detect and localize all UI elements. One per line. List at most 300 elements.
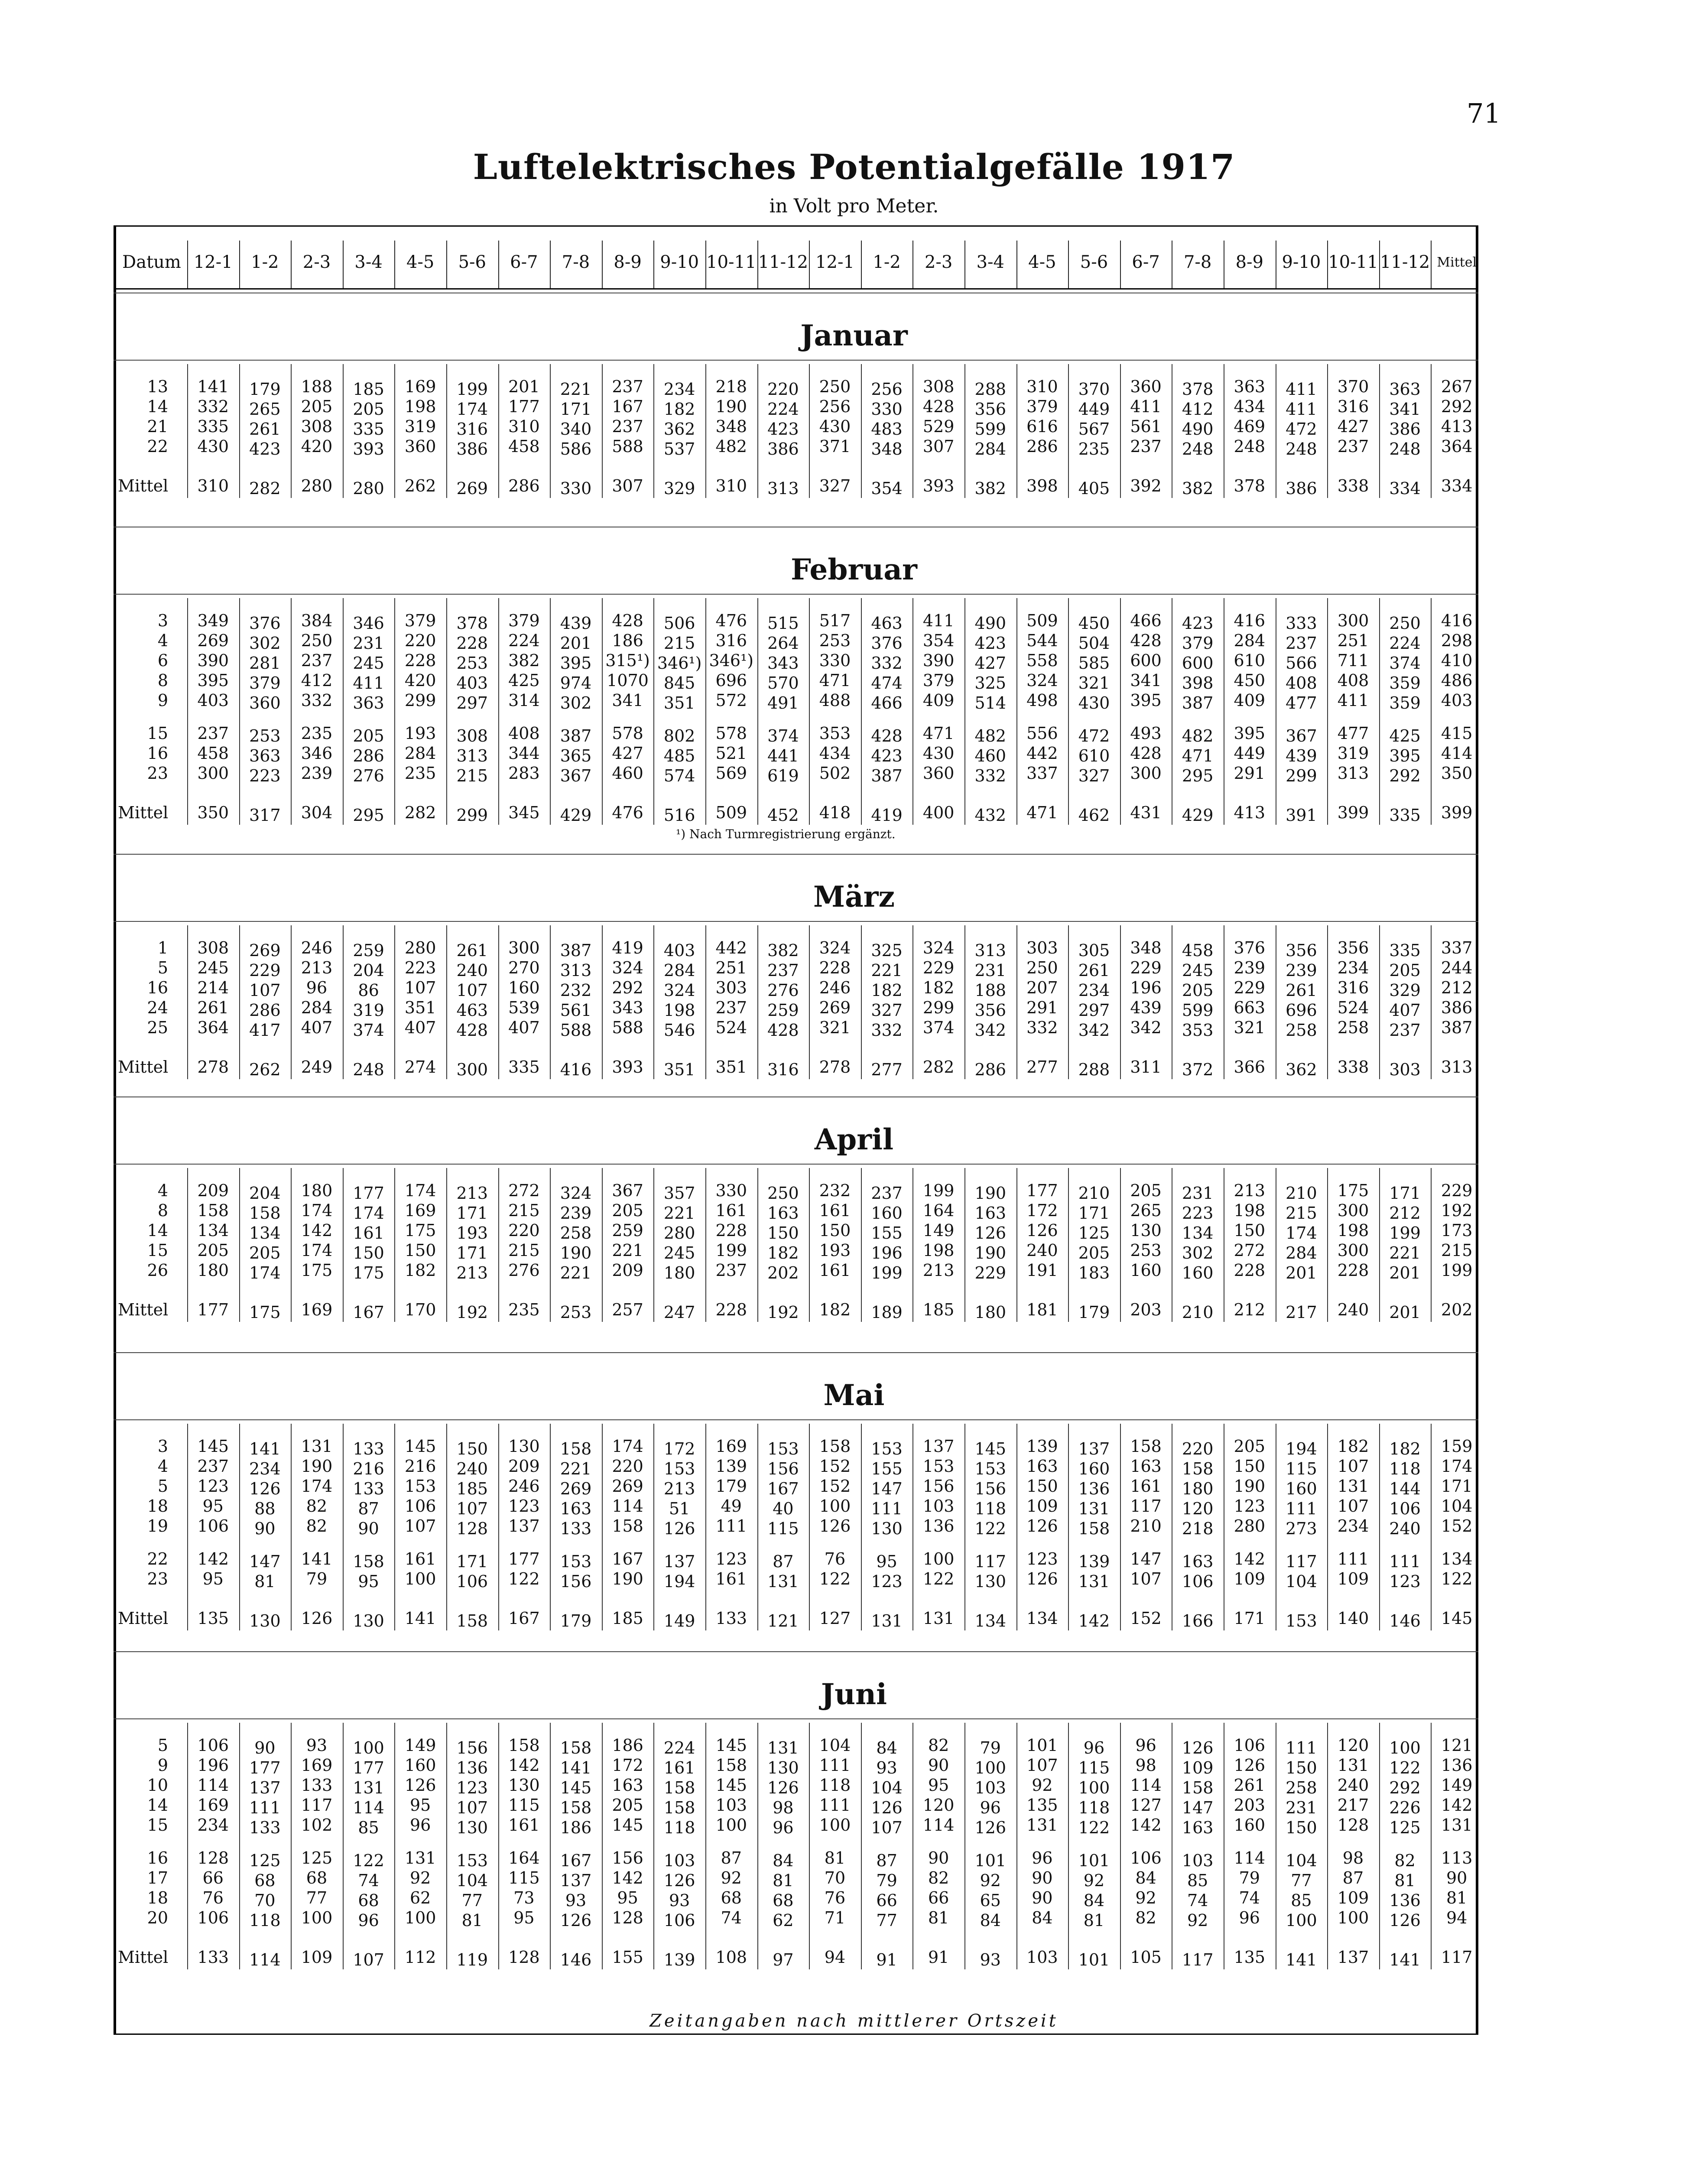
table-cell: 86: [358, 981, 379, 1000]
table-cell: 239: [560, 1204, 592, 1223]
column-divider: [1327, 1723, 1328, 1969]
table-cell: 411: [1286, 380, 1317, 399]
table-cell: 198: [404, 397, 436, 416]
table-cell: 118: [249, 1911, 281, 1930]
table-cell: 150: [353, 1243, 384, 1262]
table-cell: 158: [1182, 1459, 1214, 1478]
table-cell: 341: [1389, 400, 1421, 419]
mittel-cell: 126: [301, 1609, 333, 1628]
table-cell: 237: [612, 377, 643, 396]
table-cell: 182: [663, 400, 695, 419]
mittel-cell: 253: [560, 1303, 592, 1322]
mittel-cell: 146: [1389, 1611, 1421, 1630]
header-column-divider: [187, 241, 188, 288]
table-cell: 203: [1234, 1796, 1266, 1815]
mittel-cell: 119: [456, 1950, 488, 1969]
table-cell: 190: [1234, 1477, 1266, 1496]
mittel-cell: 134: [1026, 1609, 1058, 1628]
table-cell: 411: [1337, 691, 1369, 710]
table-cell: 379: [1026, 397, 1058, 416]
header-hour: 8-9: [1235, 252, 1263, 272]
mittel-cell: 295: [353, 806, 384, 825]
table-cell: 179: [715, 1477, 747, 1496]
table-cell: 76: [202, 1888, 224, 1907]
table-cell: 367: [560, 766, 592, 785]
table-cell: 226: [1389, 1798, 1421, 1817]
table-cell: 155: [871, 1459, 903, 1478]
table-cell: 315¹): [605, 651, 650, 670]
mittel-cell: 327: [819, 476, 851, 495]
header-hour: 10-11: [1328, 252, 1378, 272]
table-cell: 220: [767, 380, 799, 399]
header-hour: 3-4: [354, 252, 383, 272]
table-cell: 502: [819, 764, 851, 783]
table-cell: 302: [1182, 1243, 1214, 1262]
header-hour: 1-2: [873, 252, 901, 272]
table-cell: 261: [1078, 961, 1110, 980]
table-cell: 509: [1026, 611, 1058, 630]
table-cell: 93: [306, 1736, 328, 1755]
table-cell: 428: [871, 726, 903, 745]
table-cell: 472: [1078, 726, 1110, 745]
table-cell: 120: [922, 1796, 955, 1815]
table-cell: 126: [871, 1798, 903, 1817]
mittel-cell: 382: [1182, 479, 1214, 498]
table-cell: 87: [721, 1848, 742, 1868]
table-cell: 572: [715, 691, 747, 710]
column-divider: [291, 1168, 292, 1322]
column-divider: [653, 925, 654, 1079]
mittel-cell: 114: [249, 1950, 281, 1969]
table-cell: 363: [353, 693, 384, 713]
table-cell: 95: [202, 1497, 224, 1516]
mittel-cell: 182: [819, 1300, 851, 1319]
table-cell: 126: [249, 1479, 281, 1498]
table-cell: 324: [612, 958, 643, 977]
header-column-divider: [809, 241, 810, 288]
table-cell: 246: [508, 1477, 540, 1496]
table-cell: 111: [715, 1516, 747, 1536]
column-divider: [394, 364, 395, 498]
table-cell: 423: [767, 420, 799, 439]
mittel-cell: 202: [1441, 1300, 1473, 1319]
table-cell: 488: [819, 691, 851, 710]
table-cell: 87: [876, 1851, 897, 1870]
mittel-cell: 288: [1078, 1060, 1110, 1079]
column-divider: [1120, 925, 1121, 1079]
table-cell: 149: [1441, 1776, 1473, 1795]
column-divider: [861, 1168, 862, 1322]
table-cell: 346: [301, 744, 333, 763]
row-day: 6: [157, 651, 168, 670]
column-divider: [239, 1168, 240, 1322]
table-cell: 346¹): [657, 654, 702, 673]
row-day: 5: [157, 1736, 168, 1755]
table-cell: 292: [1441, 397, 1473, 416]
table-cell: 171: [456, 1204, 488, 1223]
table-cell: 167: [612, 1549, 643, 1568]
table-cell: 96: [1032, 1848, 1053, 1868]
table-cell: 378: [1182, 380, 1214, 399]
column-divider: [1431, 598, 1432, 825]
table-cell: 321: [1078, 674, 1110, 693]
table-cell: 360: [922, 764, 955, 783]
table-cell: 490: [974, 614, 1007, 633]
table-cell: 122: [1389, 1758, 1421, 1777]
table-cell: 84: [876, 1738, 897, 1757]
mittel-cell: 413: [1234, 803, 1266, 822]
table-cell: 349: [197, 611, 229, 630]
table-cell: 280: [404, 938, 436, 957]
table-cell: 145: [715, 1736, 747, 1755]
mittel-cell: 137: [1337, 1948, 1369, 1967]
table-cell: 386: [1441, 998, 1473, 1017]
column-divider: [187, 364, 188, 498]
mittel-cell: 130: [353, 1611, 384, 1630]
column-divider: [1327, 1168, 1328, 1322]
table-cell: 256: [819, 397, 851, 416]
table-cell: 114: [1234, 1848, 1266, 1868]
mittel-cell: 277: [871, 1060, 903, 1079]
table-cell: 599: [974, 420, 1007, 439]
header-column-divider: [1016, 241, 1017, 288]
table-cell: 335: [1389, 941, 1421, 960]
header-column-divider: [1120, 241, 1121, 288]
table-cell: 228: [715, 1221, 747, 1240]
table-cell: 161: [663, 1758, 695, 1777]
table-cell: 234: [1337, 1516, 1369, 1536]
footer-note: Zeitangaben nach mittlerer Ortszeit: [649, 2011, 1059, 2031]
table-cell: 299: [1286, 766, 1317, 785]
table-cell: 299: [404, 691, 436, 710]
table-cell: 220: [612, 1457, 643, 1476]
table-cell: 155: [871, 1223, 903, 1243]
table-cell: 81: [1446, 1888, 1468, 1907]
table-cell: 152: [1441, 1516, 1473, 1536]
month-heading-divider: [114, 360, 1478, 361]
table-cell: 122: [1441, 1569, 1473, 1588]
table-cell: 395: [1130, 691, 1162, 710]
table-cell: 199: [456, 380, 488, 399]
table-cell: 384: [301, 611, 333, 630]
table-cell: 561: [1130, 417, 1162, 436]
mittel-cell: 149: [663, 1611, 695, 1630]
mittel-cell: 431: [1130, 803, 1162, 822]
table-cell: 250: [1026, 958, 1058, 977]
table-cell: 95: [617, 1888, 638, 1907]
mittel-cell: 399: [1441, 803, 1473, 822]
table-cell: 131: [1026, 1816, 1058, 1835]
table-cell: 109: [1182, 1758, 1214, 1777]
table-cell: 107: [456, 1499, 488, 1518]
table-cell: 224: [1389, 634, 1421, 653]
table-cell: 209: [612, 1261, 643, 1280]
column-divider: [394, 1168, 395, 1322]
table-cell: 126: [1026, 1221, 1058, 1240]
table-cell: 147: [871, 1479, 903, 1498]
mittel-cell: 286: [508, 476, 540, 495]
table-cell: 190: [715, 397, 747, 416]
table-cell: 332: [871, 654, 903, 673]
column-divider: [187, 925, 188, 1079]
table-cell: 177: [508, 397, 540, 416]
table-cell: 321: [1234, 1018, 1266, 1037]
table-cell: 130: [871, 1519, 903, 1538]
table-cell: 158: [560, 1439, 592, 1458]
table-cell: 379: [404, 611, 436, 630]
row-day: 9: [157, 691, 168, 710]
header-column-divider: [912, 241, 913, 288]
table-cell: 337: [1441, 938, 1473, 957]
mittel-cell: 277: [1026, 1057, 1058, 1077]
table-cell: 299: [922, 998, 955, 1017]
column-divider: [757, 1424, 758, 1630]
table-cell: 175: [1337, 1181, 1369, 1200]
column-divider: [550, 1424, 551, 1630]
column-divider: [705, 1723, 706, 1969]
table-cell: 316: [1337, 397, 1369, 416]
month-heading: Januar: [800, 319, 908, 352]
mittel-cell: 91: [928, 1948, 949, 1967]
mittel-cell: 142: [1078, 1611, 1110, 1630]
column-divider: [705, 364, 706, 498]
table-cell: 216: [404, 1457, 436, 1476]
table-cell: 174: [1441, 1457, 1473, 1476]
table-cell: 213: [456, 1263, 488, 1282]
table-cell: 588: [612, 437, 643, 456]
table-cell: 281: [249, 654, 281, 673]
table-cell: 269: [612, 1477, 643, 1496]
table-cell: 169: [197, 1796, 229, 1815]
table-cell: 150: [819, 1221, 851, 1240]
table-cell: 107: [1337, 1497, 1369, 1516]
table-cell: 156: [922, 1477, 955, 1496]
table-cell: 126: [663, 1519, 695, 1538]
table-cell: 411: [1286, 400, 1317, 419]
table-cell: 131: [1337, 1756, 1369, 1775]
table-cell: 153: [456, 1851, 488, 1870]
table-cell: 588: [612, 1018, 643, 1037]
table-cell: 460: [612, 764, 643, 783]
mittel-cell: 471: [1026, 803, 1058, 822]
table-cell: 76: [824, 1888, 846, 1907]
table-cell: 66: [202, 1868, 224, 1887]
table-cell: 65: [980, 1891, 1001, 1910]
table-cell: 82: [1394, 1851, 1416, 1870]
mittel-cell: 192: [767, 1303, 799, 1322]
mittel-cell: 310: [715, 476, 747, 495]
table-cell: 96: [1239, 1908, 1260, 1927]
table-cell: 158: [612, 1516, 643, 1536]
table-cell: 411: [353, 674, 384, 693]
header-column-divider: [705, 241, 706, 288]
table-cell: 224: [663, 1738, 695, 1757]
table-cell: 420: [301, 437, 333, 456]
table-cell: 130: [767, 1758, 799, 1777]
table-cell: 104: [1286, 1851, 1317, 1870]
table-cell: 199: [715, 1241, 747, 1260]
table-cell: 379: [508, 611, 540, 630]
table-cell: 100: [819, 1816, 851, 1835]
table-cell: 115: [508, 1796, 540, 1815]
mittel-cell: 419: [871, 806, 903, 825]
header-hour: 6-7: [510, 252, 538, 272]
table-cell: 92: [980, 1871, 1001, 1890]
table-cell: 94: [1446, 1908, 1468, 1927]
table-cell: 259: [353, 941, 384, 960]
table-cell: 190: [974, 1243, 1007, 1262]
table-cell: 237: [715, 998, 747, 1017]
table-cell: 696: [1286, 1001, 1317, 1020]
table-cell: 407: [508, 1018, 540, 1037]
table-cell: 430: [197, 437, 229, 456]
table-cell: 327: [1078, 766, 1110, 785]
table-cell: 286: [1026, 437, 1058, 456]
mittel-cell: 393: [612, 1057, 643, 1077]
footnote: ¹) Nach Turmregistrierung ergänzt.: [676, 827, 896, 841]
table-cell: 220: [404, 631, 436, 650]
table-cell: 190: [974, 1184, 1007, 1203]
column-divider: [1068, 364, 1069, 498]
table-cell: 273: [1286, 1519, 1317, 1538]
table-cell: 135: [1026, 1796, 1058, 1815]
table-cell: 70: [824, 1868, 846, 1887]
column-divider: [343, 1723, 344, 1969]
table-cell: 539: [508, 998, 540, 1017]
table-cell: 308: [197, 938, 229, 957]
table-cell: 390: [922, 651, 955, 670]
column-divider: [1120, 1723, 1121, 1969]
table-cell: 302: [249, 634, 281, 653]
table-cell: 300: [1337, 611, 1369, 630]
column-divider: [1327, 598, 1328, 825]
table-cell: 49: [721, 1497, 742, 1516]
table-cell: 141: [560, 1758, 592, 1777]
row-day: 18: [147, 1497, 168, 1516]
table-cell: 363: [1389, 380, 1421, 399]
header-column-divider: [861, 241, 862, 288]
table-cell: 442: [715, 938, 747, 957]
table-cell: 213: [456, 1184, 488, 1203]
table-cell: 159: [1441, 1437, 1473, 1456]
table-cell: 272: [508, 1181, 540, 1200]
table-cell: 103: [922, 1497, 955, 1516]
table-cell: 416: [1234, 611, 1266, 630]
table-cell: 163: [1026, 1457, 1058, 1476]
table-cell: 100: [1389, 1738, 1421, 1757]
table-cell: 152: [819, 1457, 851, 1476]
table-cell: 370: [1337, 377, 1369, 396]
column-divider: [291, 1424, 292, 1630]
table-cell: 425: [508, 671, 540, 690]
column-divider: [653, 598, 654, 825]
table-cell: 126: [974, 1818, 1007, 1837]
table-cell: 117: [974, 1552, 1007, 1571]
column-divider: [550, 925, 551, 1079]
table-cell: 156: [456, 1738, 488, 1757]
table-cell: 196: [197, 1756, 229, 1775]
table-cell: 529: [922, 417, 955, 436]
table-cell: 68: [721, 1888, 742, 1907]
table-cell: 221: [1389, 1243, 1421, 1262]
table-cell: 158: [560, 1798, 592, 1817]
table-cell: 130: [1130, 1221, 1162, 1240]
column-divider: [1068, 1424, 1069, 1630]
table-cell: 126: [404, 1776, 436, 1795]
table-cell: 182: [871, 981, 903, 1000]
mittel-cell: 274: [404, 1057, 436, 1077]
table-cell: 370: [1078, 380, 1110, 399]
row-day: 15: [147, 724, 168, 743]
table-cell: 353: [819, 724, 851, 743]
month-heading-divider: [114, 921, 1478, 922]
table-cell: 237: [301, 651, 333, 670]
mittel-cell: 134: [974, 1611, 1007, 1630]
column-divider: [809, 1168, 810, 1322]
mittel-cell: 131: [922, 1609, 955, 1628]
mittel-cell: 393: [922, 476, 955, 495]
column-divider: [964, 1723, 965, 1969]
table-cell: 288: [974, 380, 1007, 399]
table-cell: 131: [353, 1778, 384, 1797]
table-cell: 300: [197, 764, 229, 783]
column-divider: [964, 925, 965, 1079]
table-cell: 180: [197, 1261, 229, 1280]
table-cell: 74: [721, 1908, 742, 1927]
table-cell: 221: [612, 1241, 643, 1260]
table-cell: 136: [456, 1758, 488, 1777]
table-cell: 619: [767, 766, 799, 785]
table-cell: 253: [1130, 1241, 1162, 1260]
column-divider: [912, 1723, 913, 1969]
table-cell: 149: [404, 1736, 436, 1755]
table-cell: 122: [1078, 1818, 1110, 1837]
table-cell: 430: [1078, 693, 1110, 713]
table-cell: 386: [456, 439, 488, 459]
table-cell: 600: [1130, 651, 1162, 670]
table-cell: 100: [404, 1908, 436, 1927]
table-cell: 136: [922, 1516, 955, 1536]
table-cell: 248: [1234, 437, 1266, 456]
table-cell: 239: [1286, 961, 1317, 980]
table-cell: 237: [715, 1261, 747, 1280]
table-cell: 346¹): [709, 651, 754, 670]
page-number: 71: [1467, 98, 1501, 129]
row-day: 16: [147, 978, 168, 997]
table-cell: 207: [1026, 978, 1058, 997]
table-cell: 259: [767, 1001, 799, 1020]
table-cell: 569: [715, 764, 747, 783]
mittel-cell: 399: [1337, 803, 1369, 822]
table-cell: 177: [249, 1758, 281, 1777]
table-cell: 117: [1130, 1497, 1162, 1516]
mittel-cell: 171: [1234, 1609, 1266, 1628]
column-divider: [912, 925, 913, 1079]
table-cell: 1070: [607, 671, 649, 690]
mittel-cell: 405: [1078, 479, 1110, 498]
table-cell: 395: [560, 654, 592, 673]
table-cell: 261: [197, 998, 229, 1017]
mittel-cell: 91: [876, 1950, 897, 1969]
column-divider: [550, 364, 551, 498]
column-divider: [343, 925, 344, 1079]
table-cell: 107: [871, 1818, 903, 1837]
header-column-divider: [239, 241, 240, 288]
table-cell: 229: [974, 1263, 1007, 1282]
table-cell: 174: [301, 1477, 333, 1496]
header-column-divider: [550, 241, 551, 288]
table-cell: 88: [254, 1499, 276, 1518]
